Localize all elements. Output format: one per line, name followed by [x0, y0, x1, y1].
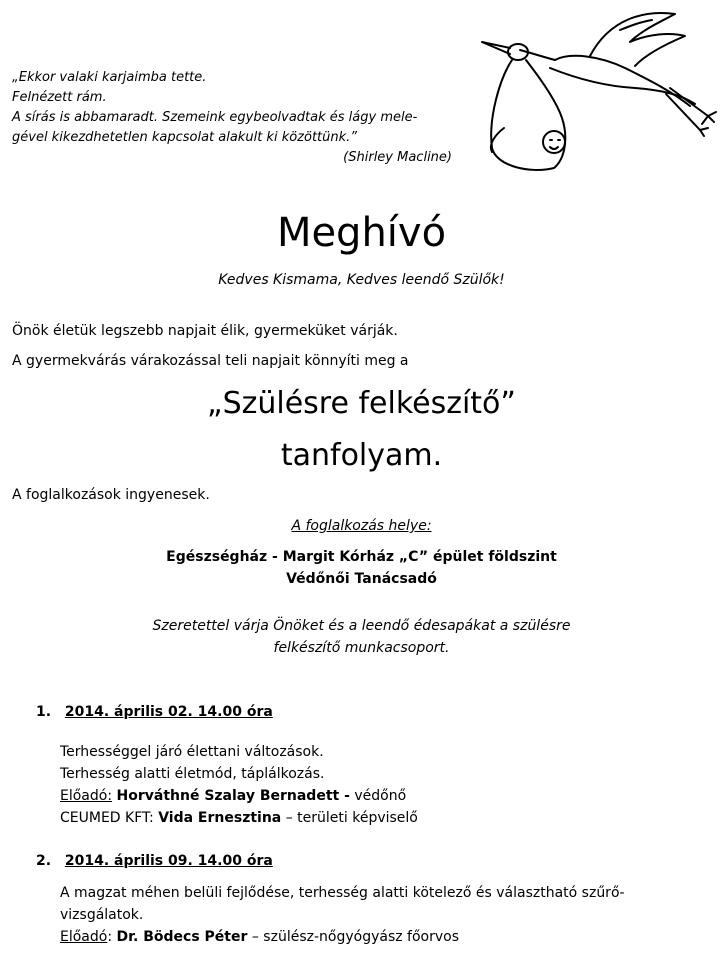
session-topic: A magzat méhen belüli fejlődése, terhesség alatti kötelező és választható szűrő- [60, 885, 625, 901]
free-note: A foglalkozások ingyenesek. [12, 487, 210, 503]
course-title-line: „Szülésre felkészítő” [207, 386, 516, 421]
session-details [60, 882, 625, 948]
venue-label: A foglalkozás helye: [291, 518, 432, 534]
session-topic: Terhességgel járó élettani változások. [60, 744, 324, 760]
session-topic: vizsgálatok. [60, 907, 144, 923]
greeting: Kedves Kismama, Kedves leendő Szülők! [218, 272, 505, 288]
venue-line: Egészségház - Margit Kórház „C” épület földszint [166, 549, 557, 565]
presenter-label: Előadó: [60, 788, 113, 804]
venue-address [0, 546, 723, 590]
session-number: 1. [36, 704, 52, 720]
quote-line: Felnézett rám. [12, 90, 107, 105]
session-presenter [60, 926, 625, 948]
session-details [60, 741, 418, 829]
closing-text [0, 615, 723, 659]
intro-text [12, 316, 409, 376]
session-heading [36, 701, 418, 723]
venue-line: Védőnői Tanácsadó [286, 571, 437, 587]
presenter-role: – szülész-nőgyógyász főorvos [251, 929, 460, 945]
quote-line: A sírás is abbamaradt. Szemeink egybeolvadtak és lágy mele- [12, 110, 418, 125]
extra-name: Vida Ernesztina [158, 810, 282, 826]
session-extra-presenter [60, 807, 418, 829]
session-number: 2. [36, 853, 52, 869]
presenter-separator: : [107, 929, 113, 945]
epigraph-quote [12, 68, 452, 168]
quote-line: „Ekkor valaki karjaimba tette. [12, 70, 207, 85]
session-1 [36, 701, 418, 829]
course-title-line: tanfolyam. [280, 438, 443, 473]
closing-line: felkészítő munkacsoport. [273, 640, 450, 656]
presenter-role: védőnő [354, 788, 407, 804]
presenter-name: Dr. Bödecs Péter [116, 929, 248, 945]
quote-author: (Shirley Macline) [343, 150, 452, 165]
session-date: 2014. április 02. 14.00 óra [64, 704, 273, 720]
page-title: Meghívó [276, 210, 447, 256]
presenter-label: Előadó [60, 929, 108, 945]
extra-role: – területi képviselő [285, 810, 418, 826]
session-topic: Terhesség alatti életmód, táplálkozás. [60, 766, 325, 782]
quote-line: gével kikezdhetetlen kapcsolat alakult ki közöttünk.” [12, 130, 358, 145]
closing-line: Szeretettel várja Önöket és a leendő édesapákat a szülésre [152, 618, 571, 634]
session-2 [36, 850, 625, 948]
extra-org: CEUMED KFT: [60, 810, 154, 826]
session-presenter [60, 785, 418, 807]
session-heading [36, 850, 625, 872]
course-name [0, 378, 723, 482]
presenter-name: Horváthné Szalay Bernadett - [116, 788, 350, 804]
intro-line: A gyermekvárás várakozással teli napjait könnyíti meg a [12, 353, 409, 369]
stork-illustration [470, 8, 720, 178]
session-date: 2014. április 09. 14.00 óra [64, 853, 273, 869]
intro-line: Önök életük legszebb napjait élik, gyermeküket várják. [12, 323, 398, 339]
